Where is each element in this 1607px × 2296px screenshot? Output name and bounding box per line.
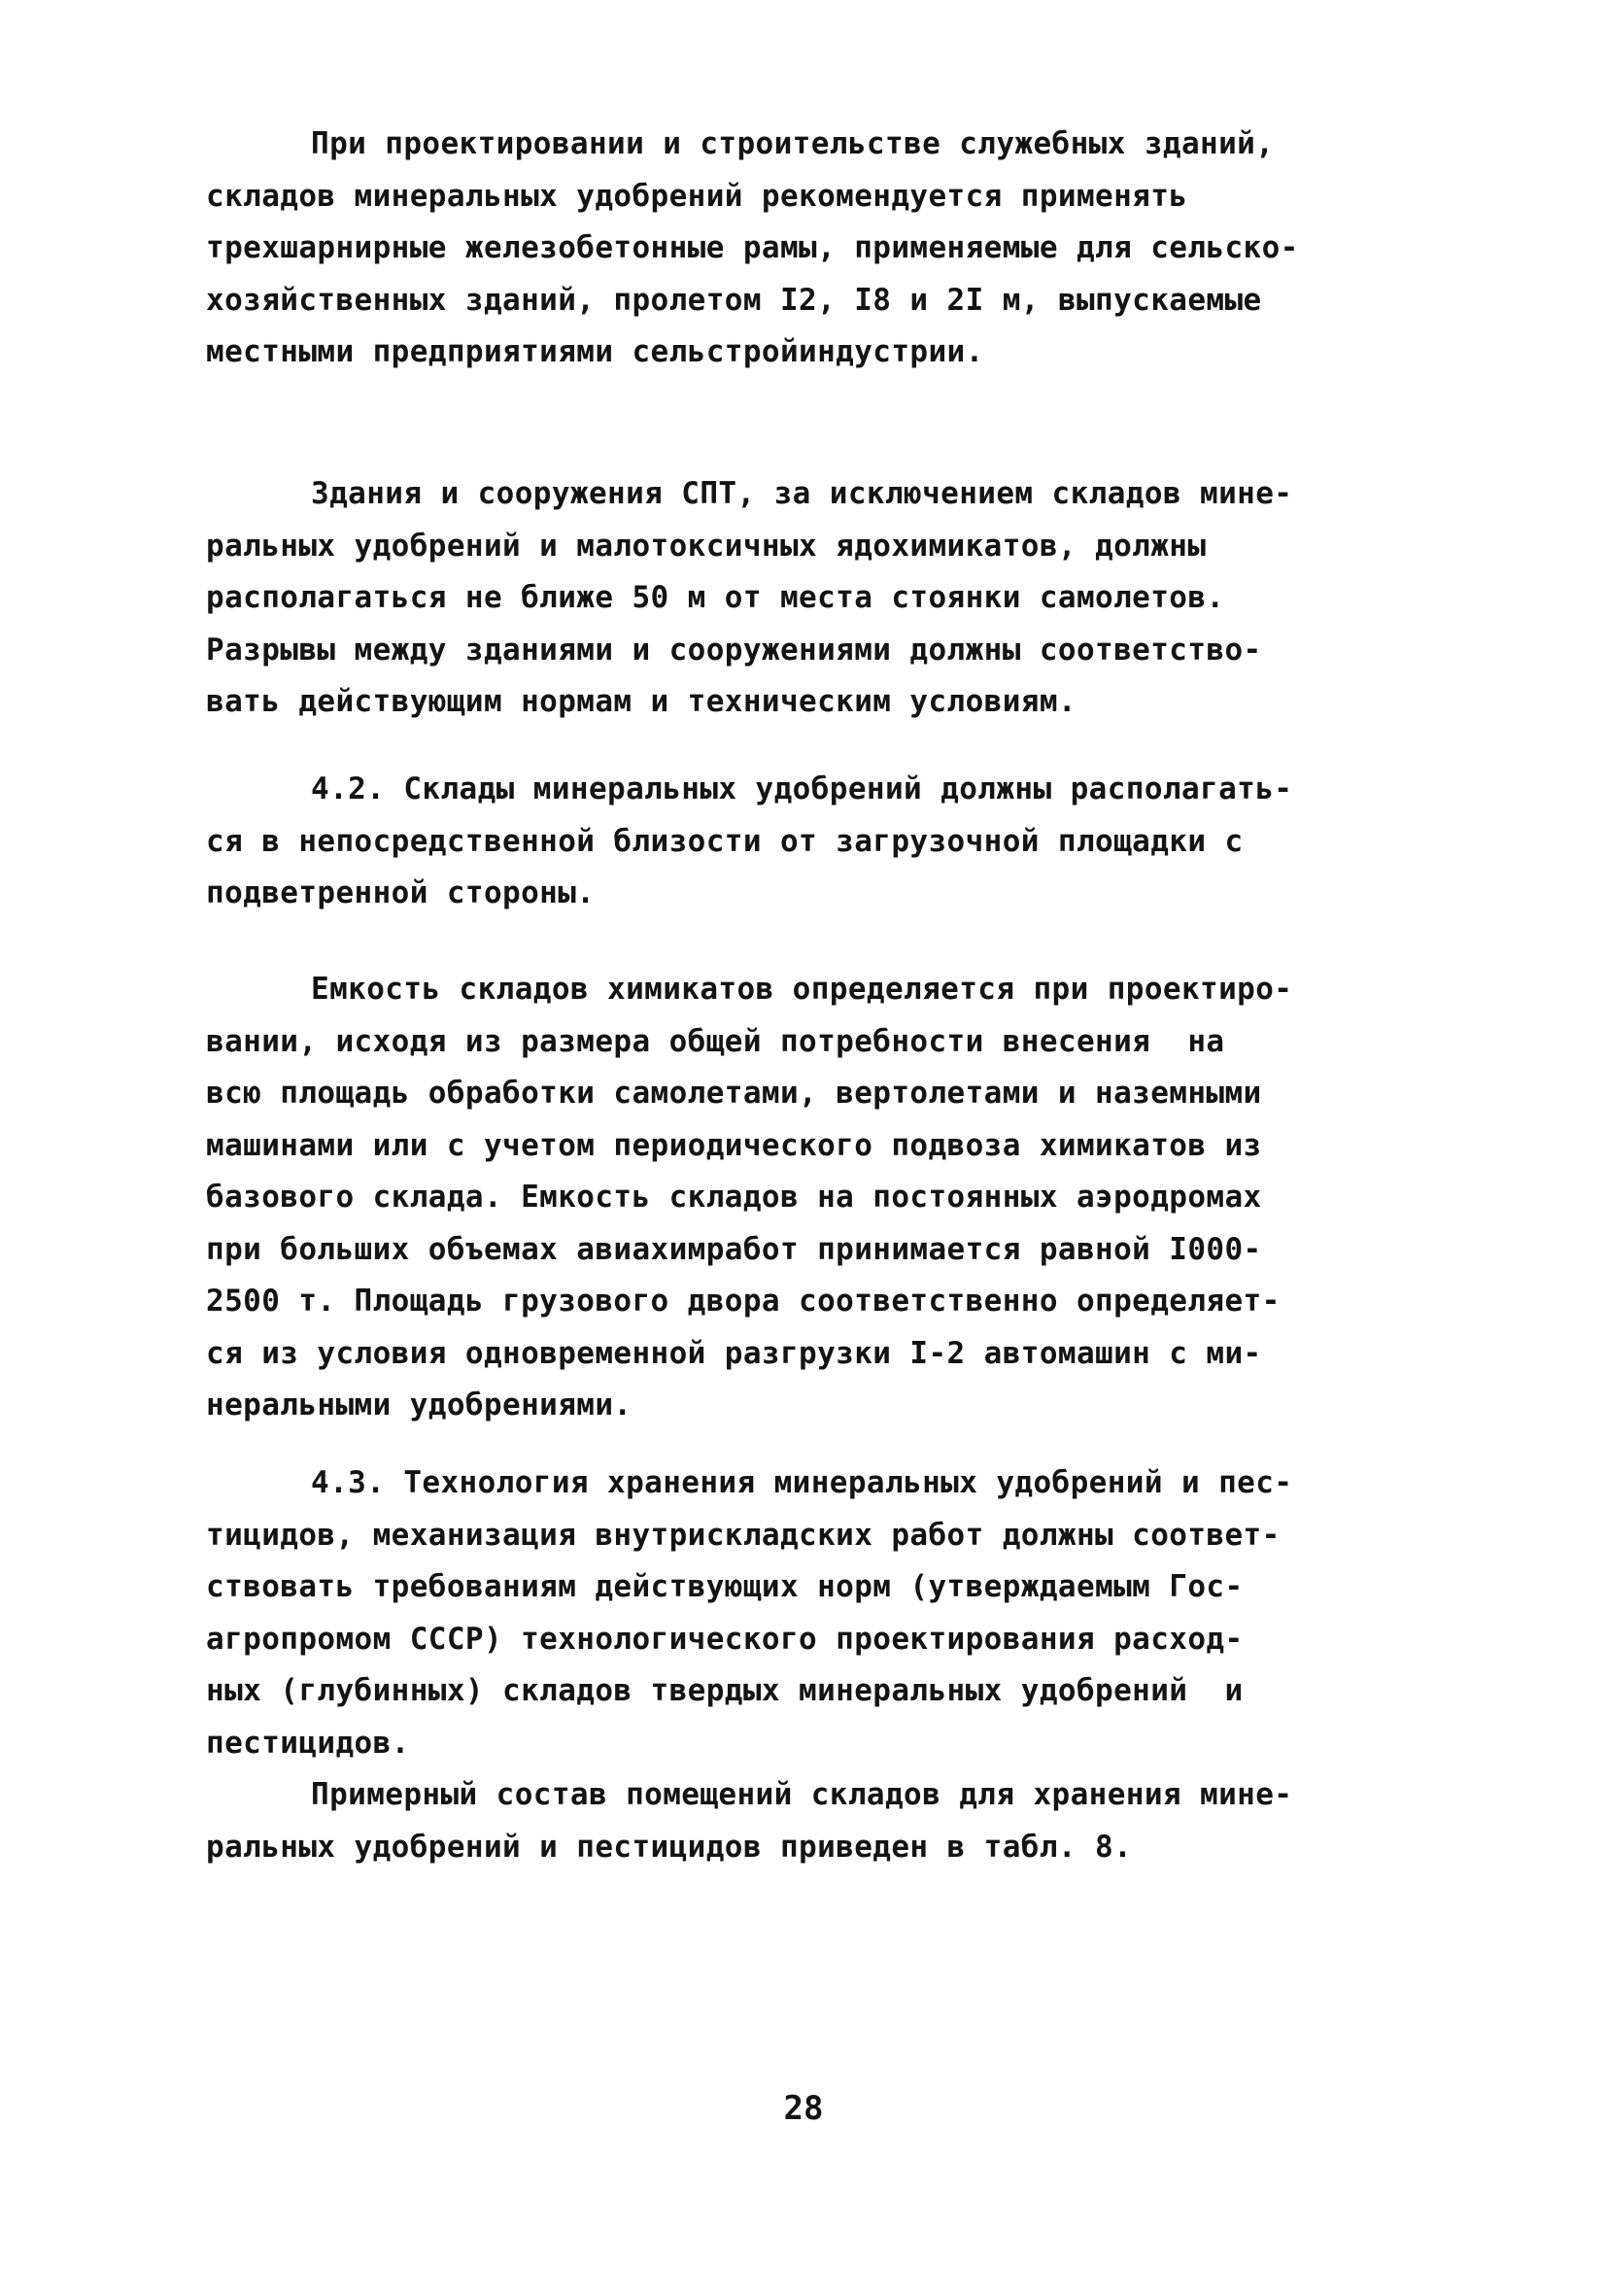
text-line: складов минеральных удобрений рекомендуется применять [206, 178, 1188, 214]
text-line: При проектировании и строительстве служебных зданий, [311, 126, 1275, 161]
text-line: 4.2. Склады минеральных удобрений должны располагать- [311, 771, 1293, 806]
paragraph-section-4-2 [206, 764, 1411, 920]
text-line: тицидов, механизация внутрискладских работ должны соответ- [206, 1517, 1281, 1553]
text-line: трехшарнирные железобетонные рамы, применяемые для сельско- [206, 230, 1299, 265]
text-line: ся из условия одновременной разгрузки I-2 автомашин с ми- [206, 1335, 1262, 1371]
paragraph-room-composition [206, 1769, 1411, 1873]
text-line: пестицидов. [206, 1725, 410, 1761]
text-line: машинами или с учетом периодического подвоза химикатов из [206, 1127, 1262, 1163]
text-line: Разрывы между зданиями и сооружениями должны соответство- [206, 632, 1262, 668]
text-line: располагаться не ближе 50 м от места стоянки самолетов. [206, 580, 1225, 615]
text-line: 4.3. Технология хранения минеральных удобрений и пес- [311, 1465, 1293, 1500]
text-line: агропромом СССР) технологического проектирования расход- [206, 1621, 1244, 1657]
text-line: при больших объемах авиахимработ принимается равной I000- [206, 1231, 1262, 1267]
page-number: 28 [783, 2089, 824, 2128]
text-line: местными предприятиями сельстройиндустрии. [206, 334, 984, 369]
text-line: ствовать требованиям действующих норм (утверждаемым Гос- [206, 1569, 1244, 1604]
text-line: ральных удобрений и малотоксичных ядохимикатов, должны [206, 528, 1207, 564]
text-line: неральными удобрениями. [206, 1388, 633, 1422]
text-line: 2500 т. Площадь грузового двора соответственно определяет- [206, 1284, 1281, 1319]
text-line: ральных удобрений и пестицидов приведен в табл. 8. [206, 1829, 1133, 1865]
text-line: всю площадь обработки самолетами, вертолетами и наземными [206, 1076, 1262, 1111]
text-line: ных (глубинных) складов твердых минеральных удобрений и [206, 1673, 1244, 1708]
paragraph-section-4-3 [206, 1457, 1411, 1769]
text-line: Примерный состав помещений складов для хранения мине- [311, 1777, 1293, 1812]
paragraph-buildings-placement [206, 468, 1411, 729]
text-line: ся в непосредственной близости от загрузочной площадки с [206, 823, 1244, 859]
text-line: базового склада. Емкость складов на постоянных аэродромах [206, 1180, 1262, 1215]
text-line: Емкость складов химикатов определяется при проектиро- [311, 972, 1293, 1007]
text-line: вании, исходя из размера общей потребности внесения на [206, 1023, 1225, 1059]
text-line: вать действующим нормам и техническим условиям. [206, 684, 1077, 719]
text-line: хозяйственных зданий, пролетом I2, I8 и 2I м, выпускаемые [206, 282, 1262, 318]
paragraph-storage-capacity [206, 964, 1411, 1432]
text-line: подветренной стороны. [206, 875, 596, 910]
paragraph-service-buildings [206, 119, 1411, 379]
text-line: Здания и сооружения СПТ, за исключением складов мине- [311, 476, 1293, 511]
